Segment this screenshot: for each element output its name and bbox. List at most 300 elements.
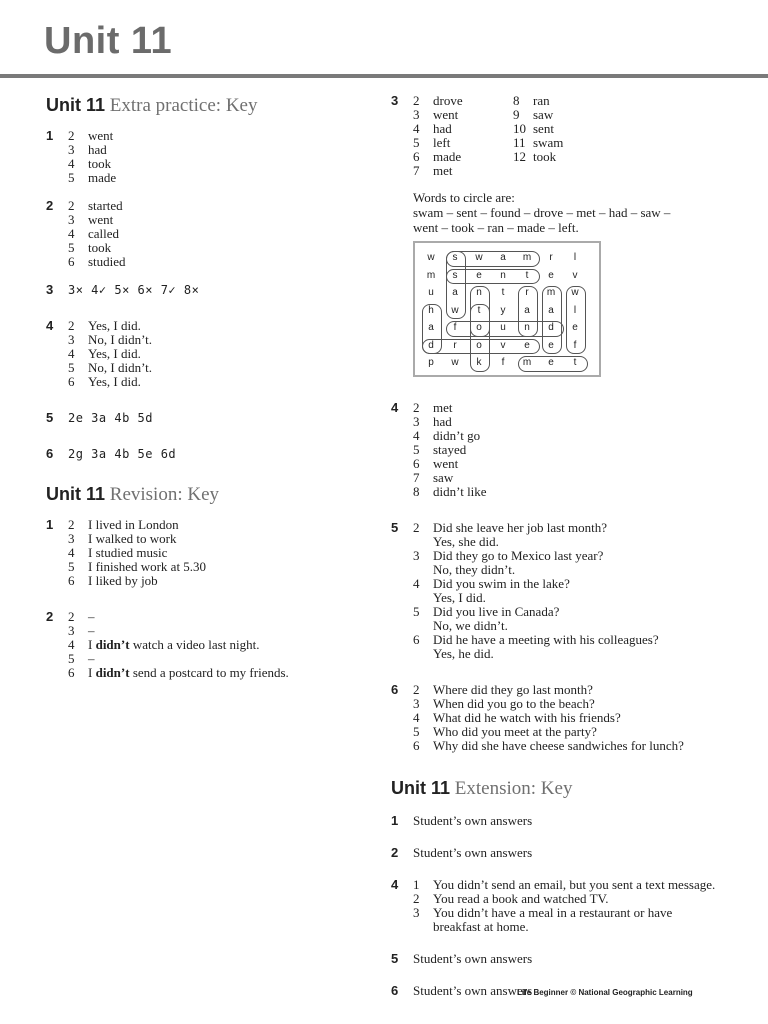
ep-q5b	[391, 521, 741, 661]
word-circle	[422, 304, 442, 355]
grid-letter: o	[476, 322, 482, 333]
item-value: left	[433, 135, 451, 150]
item-value: went	[433, 107, 459, 122]
grid-letter: a	[428, 322, 434, 333]
revision-title	[46, 481, 376, 508]
list-item	[413, 725, 741, 739]
list-item	[413, 415, 741, 429]
grid-letter: e	[548, 339, 554, 351]
list-item	[413, 108, 513, 122]
list-item	[413, 619, 741, 633]
item-key	[413, 619, 433, 633]
item-key: 11	[513, 135, 526, 150]
item-value: No, I didn’t.	[88, 360, 153, 375]
grid-letter: l	[573, 252, 577, 263]
ep-q2	[46, 199, 376, 269]
rev-q1	[46, 518, 376, 588]
grid-letter: w	[475, 252, 483, 263]
grid-letter: t	[477, 304, 481, 316]
title-unit: Unit 11	[391, 778, 451, 798]
list-item	[413, 521, 741, 535]
grid-letter: k	[476, 357, 482, 368]
item-value: Yes, I did.	[88, 346, 141, 361]
item-key: 6	[413, 456, 420, 471]
list-item	[413, 150, 513, 164]
item-value: Where did they go last month?	[433, 682, 593, 697]
item-key	[413, 920, 433, 934]
item-value: stayed	[433, 442, 467, 457]
item-value: Yes, I did.	[88, 318, 141, 333]
item-key: 1	[413, 877, 420, 892]
item-key: 6	[413, 632, 420, 647]
item-value: No, they didn’t.	[433, 562, 516, 577]
item-key: 9	[513, 107, 520, 122]
item-key: 8	[513, 93, 520, 108]
item-value: had	[433, 121, 452, 136]
item-key: 6	[68, 573, 75, 588]
item-key: 5	[68, 170, 75, 185]
answer-line: 2e 3a 4b 5d	[68, 411, 153, 425]
item-key: 2	[68, 517, 75, 532]
item-value: went	[433, 456, 459, 471]
item-value: Did she leave her job last month?	[433, 520, 608, 535]
question-number: 5	[46, 410, 54, 425]
word-circle	[470, 304, 490, 372]
item-value: met	[433, 163, 453, 178]
question-number: 2	[46, 198, 54, 213]
grid-letter: w	[427, 252, 435, 263]
item-key	[413, 591, 433, 605]
item-key: 4	[68, 637, 75, 652]
answer-line: Student’s own answers	[413, 845, 533, 860]
list-item	[68, 347, 376, 361]
grid-letter: e	[524, 339, 530, 351]
item-value: No, I didn’t.	[88, 332, 153, 347]
title-name: Revision: Key	[109, 484, 220, 505]
item-key: 7	[413, 470, 420, 485]
list-item	[413, 401, 741, 415]
grid-letter: d	[428, 339, 434, 351]
item-value: You didn’t have a meal in a restaurant or have	[433, 905, 673, 920]
grid-letter: e	[572, 322, 578, 333]
question-number: 1	[46, 517, 54, 532]
list-item	[413, 591, 741, 605]
word-circle	[566, 286, 586, 354]
item-key: 3	[413, 905, 420, 920]
ext-q2	[391, 846, 741, 860]
ep-q6b	[391, 683, 741, 753]
item-value: I finished work at 5.30	[88, 559, 207, 574]
grid-letter: r	[525, 287, 529, 298]
item-value: drove	[433, 93, 463, 108]
item-value: Who did you meet at the party?	[433, 724, 597, 739]
ext-q4	[391, 878, 741, 934]
item-value: went	[88, 128, 114, 143]
item-value: Did you swim in the lake?	[433, 576, 570, 591]
item-key: 4	[413, 576, 420, 591]
list-item	[413, 443, 741, 457]
answer-line: 2g 3a 4b 5e 6d	[68, 447, 177, 461]
item-value: You didn’t send an email, but you sent a text message.	[433, 877, 716, 892]
title-name: Extra practice: Key	[109, 95, 258, 116]
list-item	[413, 739, 741, 753]
item-text: send a postcard to my friends.	[129, 665, 289, 680]
list-item	[68, 227, 376, 241]
footer-credit: Life Beginner © National Geographic Learning	[517, 988, 693, 997]
list-item	[413, 122, 513, 136]
item-value: When did you go to the beach?	[433, 696, 595, 711]
words-line: went – took – ran – made – left.	[413, 220, 579, 235]
item-key: 5	[413, 442, 420, 457]
list-item	[413, 683, 741, 697]
list-item	[513, 122, 563, 136]
item-value: had	[88, 142, 107, 157]
item-key	[413, 647, 433, 661]
item-key: 6	[68, 665, 75, 680]
list-item	[513, 108, 563, 122]
grid-letter: e	[476, 269, 482, 281]
list-item	[68, 361, 376, 375]
item-key: 3	[68, 212, 75, 227]
item-key: 5	[413, 724, 420, 739]
item-key: 2	[413, 400, 420, 415]
item-key	[413, 535, 433, 549]
list-item	[413, 471, 741, 485]
grid-letter: h	[428, 304, 434, 316]
list-item	[68, 199, 376, 213]
question-number: 2	[391, 845, 399, 860]
item-key: 5	[68, 240, 75, 255]
grid-letter: v	[572, 269, 578, 281]
list-item	[513, 136, 563, 150]
ep-q4	[46, 319, 376, 389]
ep-q6	[46, 447, 376, 461]
page-title: Unit 11	[44, 20, 173, 62]
extension-title	[391, 775, 741, 802]
question-number: 6	[46, 446, 54, 461]
list-item	[413, 549, 741, 563]
item-value: Yes, I did.	[433, 590, 486, 605]
item-key: 2	[68, 198, 75, 213]
grid-letter: a	[524, 304, 530, 316]
item-value: Yes, she did.	[433, 534, 499, 549]
item-value: saw	[533, 107, 554, 122]
grid-letter: u	[428, 287, 434, 298]
item-value: I walked to work	[88, 531, 177, 546]
item-value: met	[433, 400, 453, 415]
question-number: 5	[391, 520, 399, 535]
item-value: I liked by job	[88, 573, 158, 588]
list-item	[68, 157, 376, 171]
item-key: 3	[68, 623, 75, 638]
right-column	[391, 92, 741, 998]
item-key: 12	[513, 149, 526, 164]
item-value: took	[533, 149, 557, 164]
grid-letter: v	[500, 339, 506, 351]
header-rule	[0, 74, 768, 78]
grid-letter: m	[546, 287, 556, 298]
grid-letter: e	[548, 357, 554, 368]
list-item	[68, 610, 376, 624]
item-key: 5	[413, 135, 420, 150]
item-key: 5	[68, 651, 75, 666]
ext-q5	[391, 952, 741, 966]
grid-letter: m	[522, 357, 532, 368]
list-item	[413, 878, 741, 892]
list-item	[68, 560, 376, 574]
item-value: Did they go to Mexico last year?	[433, 548, 604, 563]
list-item	[68, 129, 376, 143]
grid-letter: f	[573, 339, 577, 351]
words-note	[413, 190, 741, 235]
item-value: Yes, he did.	[433, 646, 494, 661]
grid-letter: n	[476, 287, 482, 298]
list-item	[68, 574, 376, 588]
question-number: 6	[391, 983, 399, 998]
list-item	[68, 319, 376, 333]
list-item	[413, 429, 741, 443]
extra-practice-title	[46, 92, 376, 119]
list-item	[413, 563, 741, 577]
item-text: I	[88, 665, 96, 680]
item-value: took	[88, 156, 112, 171]
list-item	[68, 171, 376, 185]
list-item	[413, 647, 741, 661]
item-key: 5	[68, 360, 75, 375]
item-key: 3	[68, 531, 75, 546]
item-value: didn’t like	[433, 484, 487, 499]
item-key: 4	[413, 710, 420, 725]
title-unit: Unit 11	[46, 95, 106, 115]
list-item	[413, 697, 741, 711]
item-key: 4	[68, 226, 75, 241]
list-item	[68, 213, 376, 227]
item-value: sent	[533, 121, 554, 136]
list-item	[68, 666, 376, 680]
item-value: saw	[433, 470, 454, 485]
item-key: 6	[413, 738, 420, 753]
grid-letter: f	[501, 357, 505, 368]
grid-letter: t	[573, 357, 577, 368]
item-key: 3	[68, 332, 75, 347]
item-value: swam	[533, 135, 564, 150]
words-line: swam – sent – found – drove – met – had – saw –	[413, 205, 671, 220]
item-key: 6	[68, 254, 75, 269]
item-key: 2	[413, 93, 420, 108]
grid-letter: u	[500, 322, 506, 333]
list-item	[68, 532, 376, 546]
question-number: 1	[391, 813, 399, 828]
grid-letter: n	[524, 322, 530, 333]
item-key: 8	[413, 484, 420, 499]
ep-q4b	[391, 401, 741, 499]
grid-letter: y	[500, 304, 506, 316]
list-item	[68, 624, 376, 638]
list-item	[413, 94, 513, 108]
item-key: 3	[413, 548, 420, 563]
item-key: 4	[413, 428, 420, 443]
question-number: 4	[46, 318, 54, 333]
item-value: –	[88, 609, 95, 624]
list-item	[413, 136, 513, 150]
grid-letter: a	[548, 304, 554, 316]
grid-letter: t	[501, 287, 505, 298]
item-bold: didn’t	[95, 665, 130, 680]
item-value: Did he have a meeting with his colleagues?	[433, 632, 659, 647]
list-item	[68, 241, 376, 255]
item-value: breakfast at home.	[433, 919, 529, 934]
answer-line: Student’s own answers	[413, 951, 533, 966]
ep-q3b	[391, 94, 741, 178]
question-number: 1	[46, 128, 54, 143]
list-item	[413, 633, 741, 647]
list-item	[68, 143, 376, 157]
item-key: 4	[68, 545, 75, 560]
question-number: 2	[46, 609, 54, 624]
item-key: 2	[68, 609, 75, 624]
item-value: No, we didn’t.	[433, 618, 508, 633]
item-bold: didn’t	[95, 637, 130, 652]
list-item	[413, 906, 741, 920]
item-key: 3	[413, 696, 420, 711]
item-key: 2	[413, 891, 420, 906]
grid-letter: r	[549, 252, 553, 263]
grid-letter: a	[500, 252, 506, 263]
item-key: 2	[68, 318, 75, 333]
grid-letter: w	[451, 304, 459, 316]
item-value: studied	[88, 254, 126, 269]
title-name: Extension: Key	[454, 778, 573, 799]
grid-letter: r	[453, 339, 457, 351]
list-item	[513, 94, 563, 108]
list-item	[68, 375, 376, 389]
list-item	[413, 485, 741, 499]
item-value: I studied music	[88, 545, 168, 560]
grid-letter: l	[573, 304, 577, 316]
item-key: 4	[68, 156, 75, 171]
answer-line: Student’s own answers	[413, 813, 533, 828]
ext-q1	[391, 814, 741, 828]
item-value: didn’t go	[433, 428, 481, 443]
rev-q2	[46, 610, 376, 680]
item-value: made	[433, 149, 462, 164]
item-key: 10	[513, 121, 526, 136]
word-circle	[518, 286, 538, 337]
item-key: 6	[68, 374, 75, 389]
item-value: What did he watch with his friends?	[433, 710, 621, 725]
list-item	[413, 711, 741, 725]
item-value: –	[88, 651, 95, 666]
answer-line: Student’s own answers	[413, 983, 533, 998]
item-value: ran	[533, 93, 550, 108]
list-item	[413, 577, 741, 591]
item-value: made	[88, 170, 117, 185]
list-item	[68, 638, 376, 652]
item-value: went	[88, 212, 114, 227]
word-circle	[518, 356, 588, 372]
grid-letter: m	[426, 269, 436, 281]
word-search-grid	[413, 241, 601, 377]
item-value: took	[88, 240, 112, 255]
question-number: 6	[391, 682, 399, 697]
grid-letter: w	[571, 287, 579, 298]
list-item	[68, 546, 376, 560]
list-item	[413, 535, 741, 549]
list-item	[413, 920, 741, 934]
list-item	[413, 605, 741, 619]
question-number: 3	[46, 282, 54, 297]
grid-letter: o	[476, 339, 482, 351]
item-value: Why did she have cheese sandwiches for lunch?	[433, 738, 684, 753]
question-number: 5	[391, 951, 399, 966]
ep-q1	[46, 129, 376, 185]
item-value: I lived in London	[88, 517, 179, 532]
grid-letter: m	[522, 252, 532, 263]
item-key	[413, 563, 433, 577]
item-text: I	[88, 637, 96, 652]
item-value: called	[88, 226, 120, 241]
list-item	[68, 518, 376, 532]
item-key: 5	[68, 559, 75, 574]
left-column	[46, 92, 376, 680]
list-item	[413, 457, 741, 471]
question-number: 3	[391, 93, 399, 108]
item-key: 2	[413, 682, 420, 697]
list-item	[68, 652, 376, 666]
grid-letter: a	[452, 287, 458, 298]
list-item	[513, 150, 563, 164]
item-text: watch a video last night.	[129, 637, 260, 652]
word-circle	[542, 286, 562, 354]
question-number: 4	[391, 877, 399, 892]
list-item	[413, 164, 513, 178]
item-value: You read a book and watched TV.	[433, 891, 609, 906]
item-key: 2	[413, 520, 420, 535]
grid-letter: e	[548, 269, 554, 281]
item-value: had	[433, 414, 452, 429]
word-circle	[446, 251, 466, 319]
answer-line: 3× 4✓ 5× 6× 7✓ 8×	[68, 283, 200, 297]
item-value: –	[88, 623, 95, 638]
item-key: 2	[68, 128, 75, 143]
item-key: 5	[413, 604, 420, 619]
list-item	[68, 333, 376, 347]
item-key: 4	[413, 121, 420, 136]
title-unit: Unit 11	[46, 484, 106, 504]
grid-letter: f	[453, 322, 457, 333]
list-item	[413, 892, 741, 906]
item-key: 3	[413, 414, 420, 429]
ep-q3	[46, 283, 376, 297]
grid-letter: n	[500, 269, 506, 281]
grid-letter: t	[525, 269, 529, 281]
question-number: 4	[391, 400, 399, 415]
grid-letter: p	[428, 357, 434, 368]
item-key: 3	[413, 107, 420, 122]
item-key: 7	[413, 163, 420, 178]
item-value: started	[88, 198, 123, 213]
grid-letter: d	[548, 322, 554, 333]
grid-letter: w	[451, 357, 459, 368]
list-item	[68, 255, 376, 269]
item-value: Yes, I did.	[88, 374, 141, 389]
ep-q5	[46, 411, 376, 425]
grid-letter: s	[452, 252, 458, 263]
words-label: Words to circle are:	[413, 190, 515, 205]
item-key: 3	[68, 142, 75, 157]
grid-letter: s	[452, 269, 458, 281]
item-value: Did you live in Canada?	[433, 604, 560, 619]
